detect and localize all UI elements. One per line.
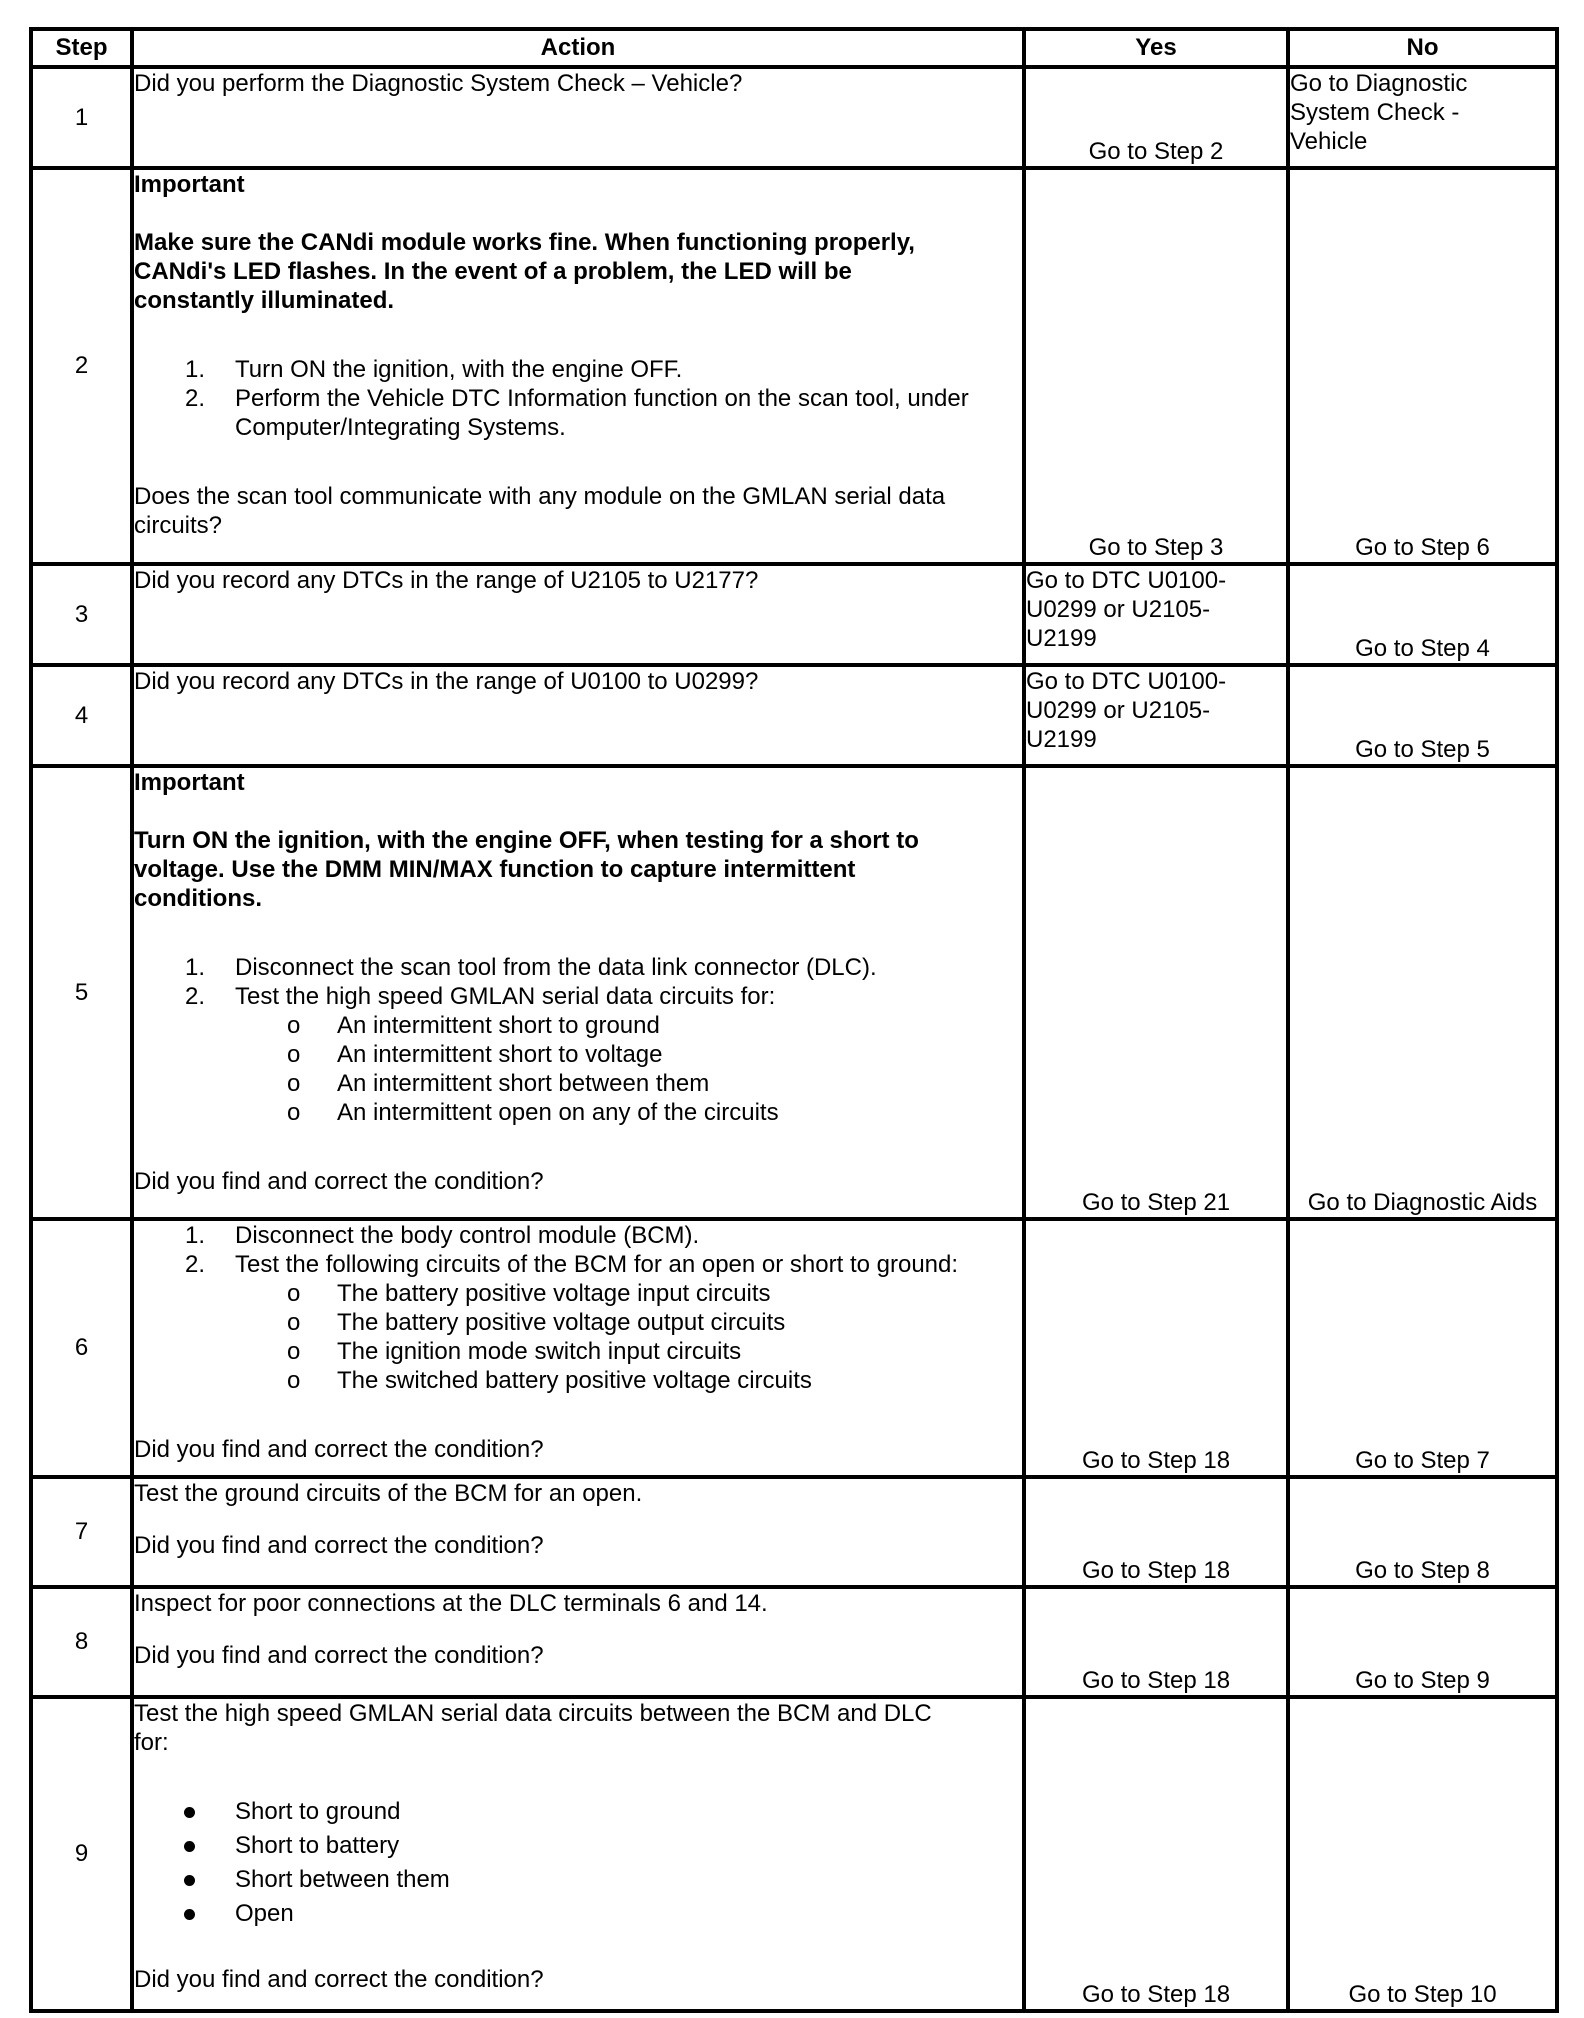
bullet-text: Short to battery [235,1832,400,1859]
question-line: circuits? [134,512,223,539]
item-number: 1. [185,1222,206,1249]
action-cell [132,1587,1024,1697]
sub-item-text: An intermittent short to ground [337,1012,660,1039]
important-line: conditions. [134,885,262,912]
item-number: 2. [185,385,206,412]
no-cell: Go to Diagnostic Aids [1288,766,1557,1219]
bullet-text: Short to ground [235,1798,401,1825]
table-row [31,1697,1557,2011]
sub-item [134,1337,1022,1366]
question-text: Did you record any DTCs in the range of U0100 to U0299? [134,668,759,695]
bullet-item [134,1897,1022,1931]
bullet-text: Open [235,1900,294,1927]
bullet-item [134,1829,1022,1863]
table-row [31,766,1557,1219]
bullet-icon [184,1807,195,1818]
list-item [134,384,1022,442]
sub-item-text: An intermittent open on any of the circuits [337,1099,779,1126]
table-row [31,1477,1557,1587]
bullet-list [134,1795,1022,1931]
step-number: 8 [31,1587,132,1697]
important-note [134,228,1022,315]
action-cell [132,67,1024,168]
item-text: Test the following circuits of the BCM for an open or short to ground: [235,1251,959,1278]
sub-item [134,1040,1022,1069]
sub-item [134,1011,1022,1040]
bullet-icon [184,1909,195,1920]
important-line: constantly illuminated. [134,287,395,314]
step-number: 3 [31,564,132,665]
numbered-steps [134,355,1022,442]
step-number: 2 [31,168,132,564]
no-cell [1288,67,1557,168]
important-line: voltage. Use the DMM MIN/MAX function to capture intermittent [134,856,856,883]
bullet-item [134,1863,1022,1897]
sub-item [134,1279,1022,1308]
item-text: Perform the Vehicle DTC Information function on the scan tool, under [235,385,969,412]
yes-cell: Go to Step 18 [1024,1477,1288,1587]
important-line: CANdi's LED flashes. In the event of a problem, the LED will be [134,258,852,285]
important-note [134,826,1022,913]
sub-item [134,1308,1022,1337]
sub-item [134,1098,1022,1127]
action-cell [132,1219,1024,1477]
step-number: 7 [31,1477,132,1587]
yes-cell: Go to Step 18 [1024,1587,1288,1697]
sub-marker: o [287,1099,301,1126]
list-item [134,1221,1022,1250]
item-text: Disconnect the body control module (BCM). [235,1222,700,1249]
action-cell [132,564,1024,665]
sub-item-text: The switched battery positive voltage circuits [337,1367,812,1394]
question-text: Did you find and correct the condition? [134,1168,544,1195]
sub-marker: o [287,1280,301,1307]
action-cell [132,766,1024,1219]
instruction-text: Test the ground circuits of the BCM for an open. [134,1480,643,1507]
action-cell [132,665,1024,766]
list-item [134,1250,1022,1279]
bullet-icon [184,1875,195,1886]
yes-line: Go to DTC U0100- [1026,567,1227,594]
sub-item [134,1069,1022,1098]
sub-marker: o [287,1309,301,1336]
header-yes: Yes [1024,29,1288,67]
yes-cell: Go to Step 2 [1024,67,1288,168]
no-cell: Go to Step 9 [1288,1587,1557,1697]
important-label: Important [134,171,245,198]
question-text [134,482,1022,540]
no-cell: Go to Step 6 [1288,168,1557,564]
bullet-item [134,1795,1022,1829]
sub-marker: o [287,1070,301,1097]
sub-item [134,1366,1022,1395]
yes-cell [1024,665,1288,766]
table-row [31,168,1557,564]
item-number: 2. [185,983,206,1010]
question-text: Did you find and correct the condition? [134,1966,544,1993]
numbered-steps [134,953,1022,1011]
item-text: Turn ON the ignition, with the engine OFF. [235,356,683,383]
instruction-line: for: [134,1729,169,1756]
sub-item-text: The battery positive voltage input circuits [337,1280,771,1307]
sub-item-text: The battery positive voltage output circuits [337,1309,786,1336]
action-cell [132,168,1024,564]
bullet-icon [184,1841,195,1852]
table-row [31,665,1557,766]
sub-item-text: The ignition mode switch input circuits [337,1338,742,1365]
no-cell: Go to Step 4 [1288,564,1557,665]
important-line: Make sure the CANdi module works fine. When functioning properly, [134,229,915,256]
bullet-text: Short between them [235,1866,450,1893]
sub-list [134,1011,1022,1127]
question-text: Did you find and correct the condition? [134,1436,544,1463]
action-cell [132,1477,1024,1587]
no-cell: Go to Step 5 [1288,665,1557,766]
no-cell: Go to Step 8 [1288,1477,1557,1587]
question-text: Did you find and correct the condition? [134,1642,544,1669]
sub-list [134,1279,1022,1395]
sub-marker: o [287,1012,301,1039]
list-item [134,953,1022,982]
list-item [134,355,1022,384]
step-number: 4 [31,665,132,766]
no-cell: Go to Step 7 [1288,1219,1557,1477]
no-line: Go to Diagnostic [1290,70,1468,97]
table-row [31,67,1557,168]
table-row [31,1587,1557,1697]
list-item [134,982,1022,1011]
question-text: Did you find and correct the condition? [134,1532,544,1559]
item-text: Test the high speed GMLAN serial data circuits for: [235,983,776,1010]
instruction-text [134,1699,1022,1757]
step-number: 6 [31,1219,132,1477]
sub-marker: o [287,1367,301,1394]
yes-cell: Go to Step 3 [1024,168,1288,564]
sub-item-text: An intermittent short to voltage [337,1041,663,1068]
yes-line: U0299 or U2105- [1026,697,1211,724]
important-line: Turn ON the ignition, with the engine OFF, when testing for a short to [134,827,919,854]
instruction-text: Inspect for poor connections at the DLC terminals 6 and 14. [134,1590,768,1617]
header-row [31,29,1557,67]
instruction-line: Test the high speed GMLAN serial data circuits between the BCM and DLC [134,1700,932,1727]
header-no: No [1288,29,1557,67]
yes-line: U2199 [1026,625,1097,652]
diagnostic-table [29,27,1559,2013]
yes-cell: Go to Step 18 [1024,1219,1288,1477]
sub-item-text: An intermittent short between them [337,1070,710,1097]
yes-line: U2199 [1026,726,1097,753]
yes-line: Go to DTC U0100- [1026,668,1227,695]
item-number: 2. [185,1251,206,1278]
sub-marker: o [287,1338,301,1365]
step-number: 9 [31,1697,132,2011]
numbered-steps [134,1221,1022,1279]
item-text: Computer/Integrating Systems. [235,414,566,441]
header-step: Step [31,29,132,67]
yes-cell [1024,564,1288,665]
header-action: Action [132,29,1024,67]
step-number: 1 [31,67,132,168]
action-cell [132,1697,1024,2011]
question-text: Did you perform the Diagnostic System Check – Vehicle? [134,70,743,97]
sub-marker: o [287,1041,301,1068]
table-row [31,564,1557,665]
item-number: 1. [185,356,206,383]
item-text: Disconnect the scan tool from the data link connector (DLC). [235,954,877,981]
no-line: System Check - [1290,99,1460,126]
table-row [31,1219,1557,1477]
question-line: Does the scan tool communicate with any module on the GMLAN serial data [134,483,946,510]
diagnostic-table-page [29,27,1555,2013]
important-label: Important [134,769,245,796]
yes-cell: Go to Step 18 [1024,1697,1288,2011]
step-number: 5 [31,766,132,1219]
item-number: 1. [185,954,206,981]
yes-cell: Go to Step 21 [1024,766,1288,1219]
no-cell: Go to Step 10 [1288,1697,1557,2011]
no-line: Vehicle [1290,128,1368,155]
question-text: Did you record any DTCs in the range of U2105 to U2177? [134,567,759,594]
yes-line: U0299 or U2105- [1026,596,1211,623]
